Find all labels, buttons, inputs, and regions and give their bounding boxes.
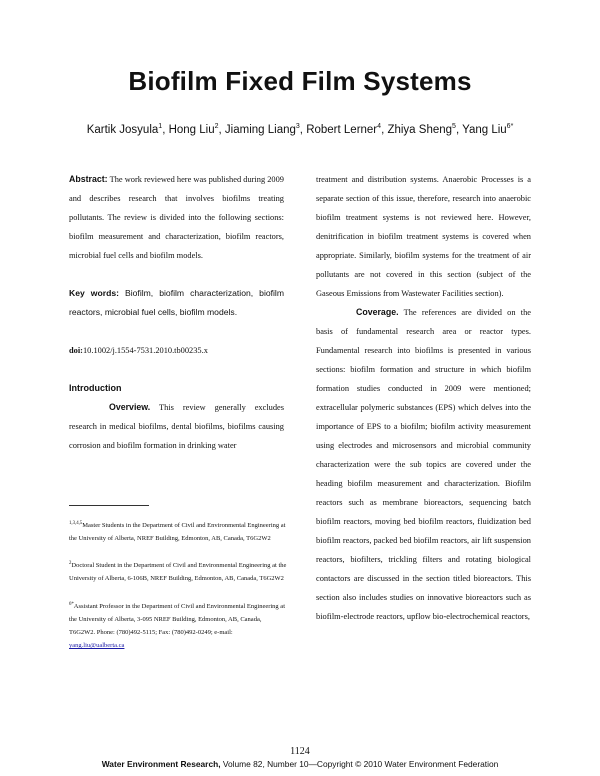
footnote: $^{6*}$Assistant Professor in the Department of Civil and Environmental Engineering at the University of Alberta, 3-095 NREF Building, Edmonton, AB, Canada, T6G2W2. Phone: (780)492-5115; Fax: (780)492-0249; e-mail: yang.liu@ualberta.ca [69,602,286,650]
author: Hong Liu$^2$ [168,123,219,136]
overview-paragraph [69,398,284,455]
page-number: 1124 [290,746,310,757]
continuation-paragraph: treatment and distribution systems. Anaerobic Processes is a separate section of this issue, therefore, research into anaerobic biofilm treatment systems is not reviewed here. However, denitrification in biofilm treatment systems is covered when appropriate. Similarly, biofilm systems for the treatment of air pollutants are not covered in this section (subject of the Gaseous Emissions from Wastewater Facilities section). [316,175,531,298]
coverage-text: The references are divided on the basis of fundamental research area or reactor types. Fundamental research into biofilms is presented in various sections: biofilm formation and structure in which biofilm formation studies conducted in 2009 were mentioned; extracellular polymeric substances (EPS) which delves into the importance of EPS to a biofilm; biofilm activity measurement using electrodes and microsensors and microbial community characterization were the sub topics are covered under the heading biofilm measurement and characterization. Biofilm reactors such as membrane bioreactors, sequencing batch biofilm reactors, moving bed biofilm reactors, fluidization bed biofilm reactors, packed bed biofilm reactors, air lift suspension reactors, biofilters, trickling filters and rotating biological contactors are discussed in the section titled bioreactors. This section also includes studies on innovative bioreactors such as biofilm-electrode reactors, upflow bio-electrochemical reactors, [316,308,531,621]
footnote: $^{1,3,4,5}$Master Students in the Department of Civil and Environmental Engineering at the University of Alberta, NREF Building, Edmonton, AB, Canada, T6G2W2 [69,521,286,543]
keywords-text: Biofilm, biofilm characterization, biofilm reactors, microbial fuel cells, biofilm models. [69,288,285,317]
author: Kartik Josyula$^1$ [86,123,163,136]
doi [69,341,284,360]
right-column [316,170,531,626]
overview-text: This review generally excludes research in medical biofilms, dental biofilms, biofilms causing corrosion and biofilm formation in drinking water [69,403,284,450]
author: Jiaming Liang$^3$ [224,123,300,136]
journal-name: Water Environment Research, [101,759,221,769]
overview-label: Overview. [109,402,151,412]
doi-value[interactable]: 10.1002/j.1554-7531.2010.tb00235.x [82,346,208,355]
abstract-label: Abstract: [69,174,108,184]
author: Yang Liu$^{6*}$ [462,123,514,136]
keywords-label: Key words: [69,288,119,298]
introduction-heading: Introduction [69,383,122,393]
doi-label: doi: [69,346,83,355]
paper-title: Biofilm Fixed Film Systems [128,66,472,96]
keywords [69,284,284,322]
footnote: $^2$Doctoral Student in the Department of Civil and Environmental Engineering at the University of Alberta, 6-106B, NREF Building, Edmonton, AB, Canada, T6G2W2 [69,561,287,583]
coverage-label: Coverage. [356,307,399,317]
abstract-text: The work reviewed here was published during 2009 and describes research that involves biofilms treating pollutants. The review is divided into the following sections: biofilm measurement and characterization, biofilm reactors, microbial fuel cells and biofilm models. [69,175,284,260]
left-column [69,170,284,455]
footnote-divider [69,505,149,506]
author: Zhiya Sheng$^5$ [387,123,456,136]
journal-footer [0,759,600,769]
email-link[interactable]: yang.liu@ualberta.ca [69,642,125,650]
author-list: Kartik Josyula$^1$, Hong Liu$^2$, Jiaming Liang$^3$, Robert Lerner$^4$, Zhiya Sheng$^5$, Yang Liu$^{6*}$ [86,123,514,136]
author: Robert Lerner$^4$ [306,123,382,136]
journal-details: Volume 82, Number 10—Copyright © 2010 Water Environment Federation [222,759,499,769]
coverage-paragraph [316,303,531,626]
abstract [69,170,284,265]
